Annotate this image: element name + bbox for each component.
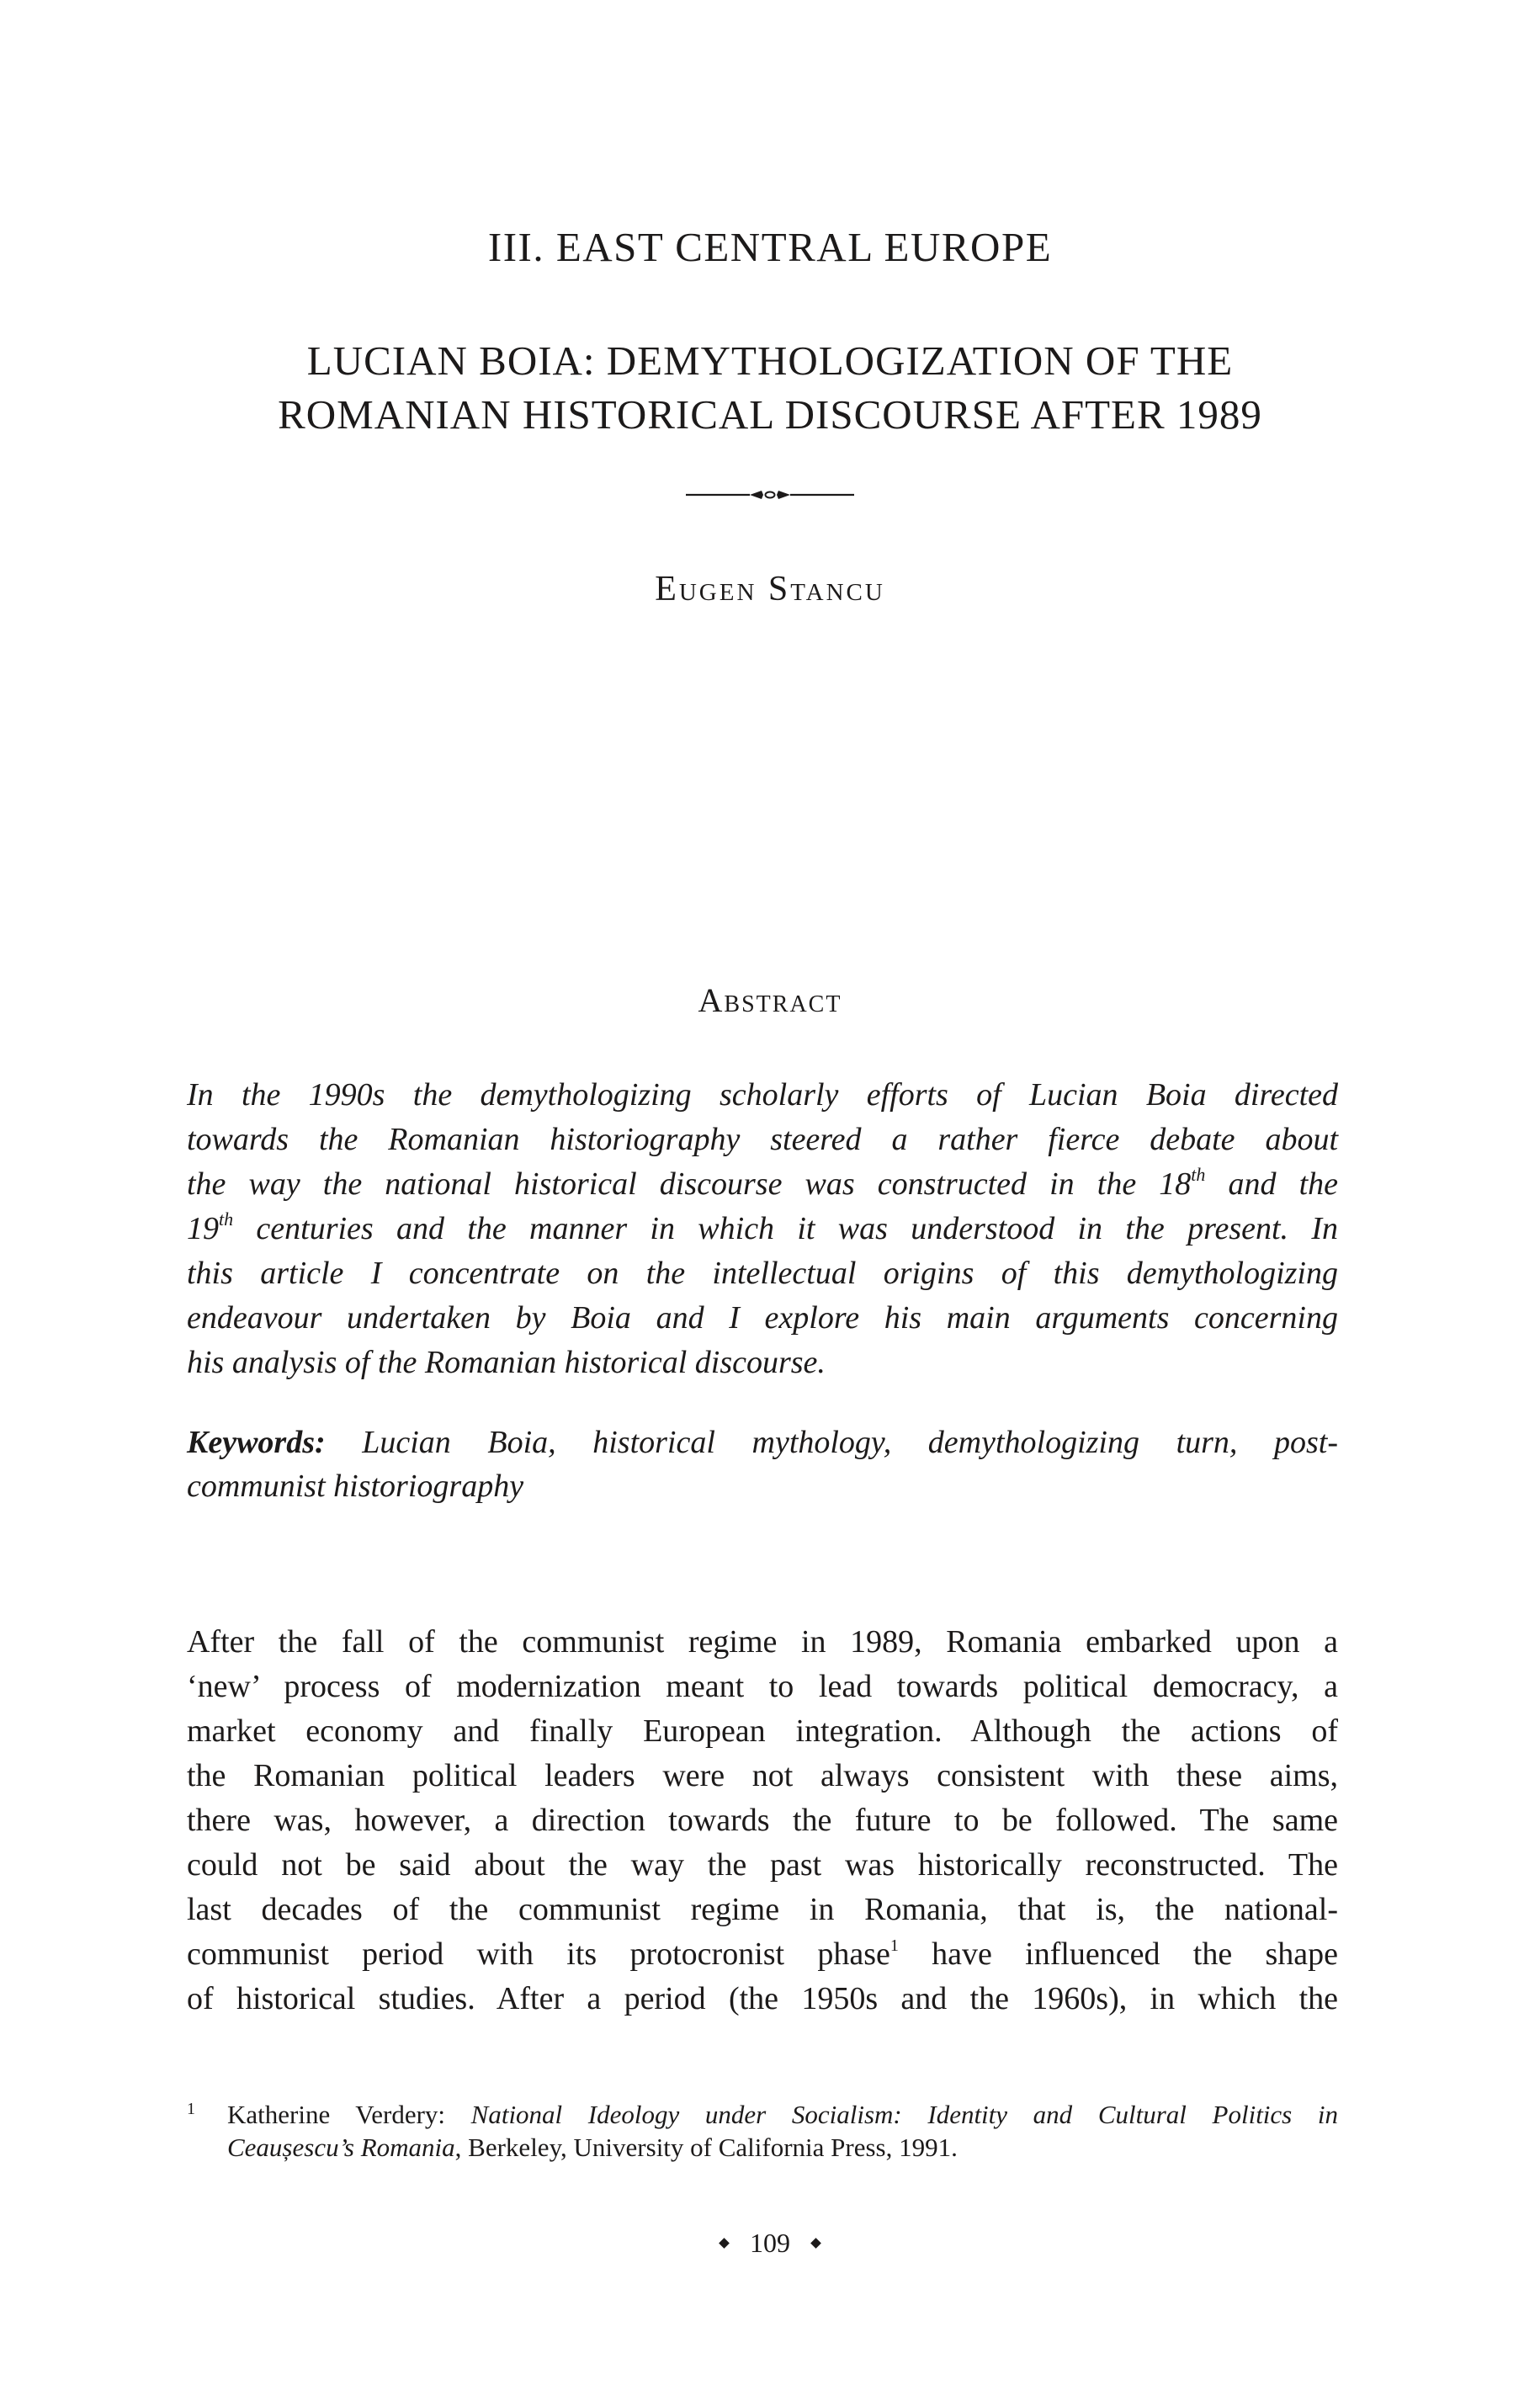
author-name: Eugen Stancu (655, 570, 885, 608)
keywords-line: Keywords: Lucian Boia, historical mythology, demythologizing turn, post- (187, 1425, 1338, 1460)
keywords (187, 1421, 1338, 1508)
abstract-line: the way the national historical discourse was constructed in the 18th and the (187, 1164, 1338, 1202)
keywords-label: Keywords: (187, 1425, 326, 1460)
footnote-title: National Ideology under Socialism: Identity and Cultural Politics in (470, 2100, 1338, 2129)
footnote-title: Ceaușescu’s Romania (227, 2133, 455, 2162)
bullet-icon (810, 2238, 821, 2249)
body-line: could not be said about the way the past was historically reconstructed. The (187, 1847, 1338, 1883)
footnote-reference[interactable]: 1 (889, 1936, 899, 1955)
superscript: th (1191, 1164, 1206, 1185)
abstract-line: his analysis of the Romanian historical discourse. (187, 1345, 826, 1380)
section-heading: III. EAST CENTRAL EUROPE (487, 224, 1053, 270)
abstract-line: In the 1990s the demythologizing scholarly efforts of Lucian Boia directed (187, 1077, 1338, 1113)
page-number: 109 (750, 2228, 790, 2258)
body-paragraph (187, 1620, 1338, 2021)
abstract-heading: Abstract (698, 981, 842, 1019)
superscript: th (219, 1208, 234, 1230)
abstract-line: endeavour undertaken by Boia and I explore his main arguments concerning (187, 1300, 1338, 1336)
keywords-line: communist historiography (187, 1469, 524, 1504)
footnote-number: 1 (187, 2100, 195, 2118)
abstract-line: towards the Romanian historiography steered a rather fierce debate about (187, 1122, 1338, 1157)
abstract-line: 19th centuries and the manner in which it was understood in the present. In (187, 1208, 1338, 1246)
footnote-text (227, 2098, 1338, 2164)
footnote-author: Katherine Verdery: (227, 2100, 471, 2129)
body-line: communist period with its protocronist phase$^1$ have influenced the shape (187, 1936, 1338, 1972)
footnote-line (227, 2098, 1338, 2131)
bullet-icon (719, 2238, 730, 2249)
body-line: of historical studies. After a period (the 1950s and the 1960s), in which the (187, 1981, 1338, 2016)
body-line: After the fall of the communist regime in 1989, Romania embarked upon a (187, 1624, 1338, 1660)
body-line: ‘new’ process of modernization meant to lead towards political democracy, a (187, 1669, 1338, 1704)
footnote-publication: , Berkeley, University of California Press, 1991. (454, 2133, 958, 2162)
body-line: last decades of the communist regime in Romania, that is, the national- (187, 1892, 1338, 1927)
body-line: market economy and finally European integration. Although the actions of (187, 1713, 1338, 1749)
article-title-line-1: LUCIAN BOIA: DEMYTHOLOGIZATION OF THE (306, 337, 1234, 384)
body-line: there was, however, a direction towards the future to be followed. The same (187, 1803, 1338, 1838)
abstract-text (187, 1073, 1338, 1385)
page-number-footer (0, 2226, 1540, 2260)
footnote-line (227, 2131, 1338, 2164)
ornament-divider-icon (686, 485, 854, 505)
abstract-line: this article I concentrate on the intellectual origins of this demythologizing (187, 1256, 1338, 1291)
article-title (0, 334, 1540, 442)
article-title-line-2: ROMANIAN HISTORICAL DISCOURSE AFTER 1989 (278, 391, 1262, 438)
body-line: the Romanian political leaders were not always consistent with these aims, (187, 1758, 1338, 1793)
